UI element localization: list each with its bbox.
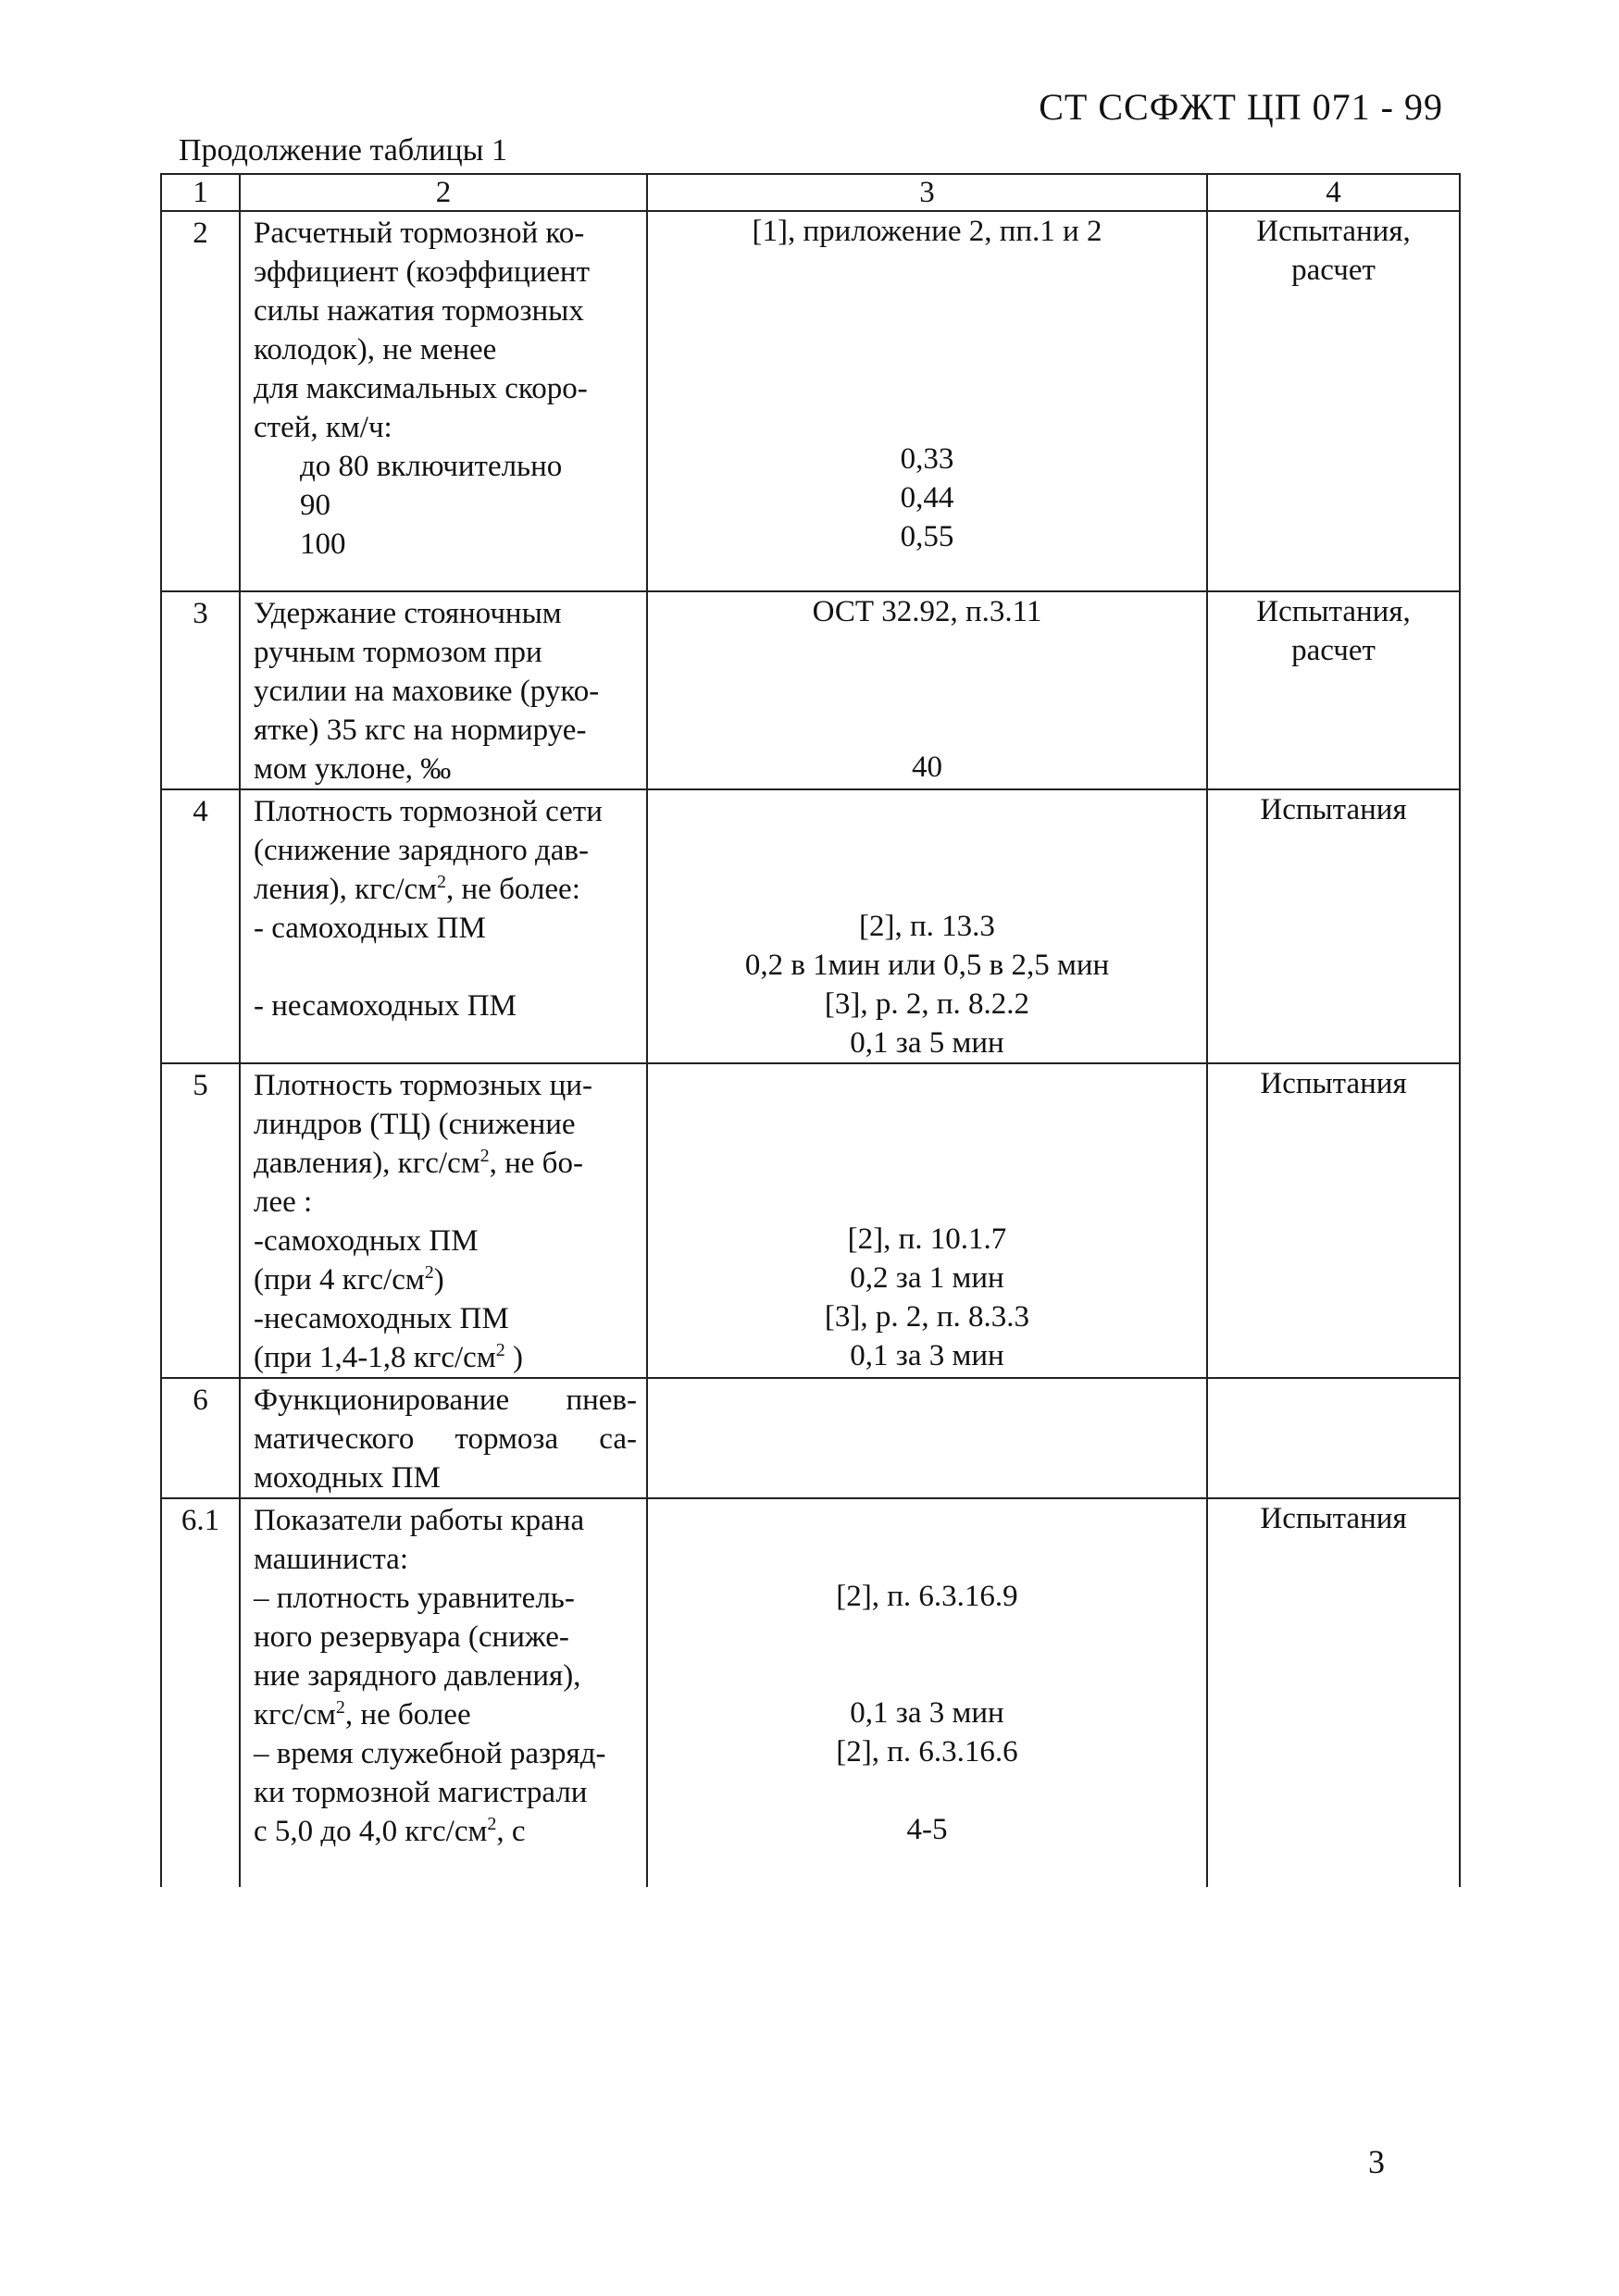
desc-line: – плотность уравнитель-: [254, 1582, 575, 1615]
ref-value: 0,44: [900, 481, 954, 515]
desc-line: - самоходных ПМ: [254, 912, 486, 945]
table-row: [161, 1498, 1460, 1887]
row-method: [1207, 591, 1460, 789]
desc-line: -несамоходных ПМ: [254, 1302, 509, 1335]
method-line: Испытания,: [1256, 595, 1411, 628]
desc-line: усилии на маховике (руко-: [254, 675, 600, 708]
ref-value: 0,2 за 1 мин: [850, 1261, 1004, 1295]
desc-line: колодок), не менее: [254, 333, 497, 366]
desc-line: - несамоходных ПМ: [254, 989, 517, 1023]
desc-line: для максимальных скоро-: [254, 372, 588, 405]
row-description: [240, 1498, 647, 1887]
desc-line: Показатели работы крана: [254, 1504, 585, 1537]
method-line: Испытания: [1260, 1067, 1407, 1100]
table-header-row: [161, 174, 1460, 211]
desc-line: стей, км/ч:: [254, 411, 392, 444]
desc-line: Удержание стояночным: [254, 597, 562, 630]
column-header: 1: [161, 174, 240, 211]
ref-value: 0,1 за 3 мин: [850, 1339, 1004, 1372]
ref-line: [1], приложение 2, пп.1 и 2: [752, 215, 1102, 248]
desc-line: моходных ПМ: [254, 1461, 441, 1495]
row-reference: [647, 1378, 1207, 1498]
column-header: 2: [240, 174, 647, 211]
ref-value: 0,1 за 3 мин: [850, 1696, 1004, 1730]
row-number: 6.1: [161, 1498, 240, 1887]
ref-value: 40: [912, 751, 942, 784]
row-reference: [647, 789, 1207, 1063]
ref-line: [2], п. 6.3.16.9: [836, 1580, 1018, 1613]
table-row: [161, 591, 1460, 789]
row-number: 3: [161, 591, 240, 789]
desc-line: машиниста:: [254, 1543, 408, 1576]
desc-line: давления), кгс/$см^2$, не бо-: [254, 1146, 583, 1180]
table-row: [161, 1378, 1460, 1498]
row-reference: [647, 1498, 1207, 1887]
row-description: [240, 1063, 647, 1378]
desc-line: -самоходных ПМ: [254, 1224, 479, 1258]
desc-line: Плотность тормозных ци-: [254, 1069, 592, 1102]
desc-line: (снижение зарядного дав-: [254, 834, 589, 867]
desc-line: ручным тормозом при: [254, 636, 542, 669]
row-description: [240, 789, 647, 1063]
row-reference: [647, 591, 1207, 789]
desc-line: – время служебной разряд-: [254, 1737, 606, 1770]
desc-line: (при 1,4-1,8 кгс/$см^2$ ): [254, 1340, 523, 1374]
ref-line: [2], п. 6.3.16.6: [836, 1735, 1018, 1769]
ref-line: [2], п. 13.3: [859, 910, 995, 943]
row-method: [1207, 1498, 1460, 1887]
desc-line: ки тормозной магистрали: [254, 1776, 588, 1809]
ref-value: 0,33: [900, 442, 954, 476]
row-description: [240, 591, 647, 789]
row-method: [1207, 1063, 1460, 1378]
ref-value: 0,55: [900, 520, 954, 553]
method-line: расчет: [1291, 254, 1376, 287]
requirements-table: [160, 173, 1461, 1887]
ref-value: 4-5: [906, 1813, 948, 1846]
row-method: [1207, 789, 1460, 1063]
desc-line: Плотность тормозной сети: [254, 795, 603, 828]
desc-line: до 80 включительно: [300, 450, 563, 483]
desc-line: матического тормоза са-: [254, 1422, 637, 1456]
column-header: 4: [1207, 174, 1460, 211]
desc-line: ние зарядного давления),: [254, 1659, 581, 1693]
desc-line: мом уклоне, ‰: [254, 752, 452, 786]
ref-line: [3], р. 2, п. 8.2.2: [824, 987, 1030, 1021]
row-description: [240, 211, 647, 591]
ref-value: 0,1 за 5 мин: [850, 1026, 1004, 1060]
document-code: СТ ССФЖТ ЦП 071 - 99: [1039, 86, 1443, 128]
desc-line: силы нажатия тормозных: [254, 294, 584, 328]
desc-line: ления), кгс/$см^2$, не более:: [254, 872, 580, 906]
desc-line: 90: [300, 489, 330, 522]
column-header: 3: [647, 174, 1207, 211]
row-method: [1207, 1378, 1460, 1498]
desc-line: кгс/$см^2$, не более: [254, 1697, 471, 1731]
desc-line: (при 4 кгс/$см^2$): [254, 1262, 444, 1297]
desc-line: Функционирование пнев-: [254, 1384, 637, 1417]
row-reference: [647, 211, 1207, 591]
method-line: Испытания: [1260, 1502, 1407, 1535]
desc-line: Расчетный тормозной ко-: [254, 217, 585, 250]
desc-line: линдров (ТЦ) (снижение: [254, 1108, 576, 1141]
desc-line: лее :: [254, 1185, 313, 1219]
row-reference: [647, 1063, 1207, 1378]
desc-line: с 5,0 до 4,0 кгс/$см^2$, с: [254, 1814, 526, 1848]
table-continuation-label: Продолжение таблицы 1: [179, 133, 508, 168]
row-number: 4: [161, 789, 240, 1063]
page-number: 3: [1368, 2143, 1385, 2180]
row-method: [1207, 211, 1460, 591]
method-line: расчет: [1291, 634, 1376, 667]
ref-value: 0,2 в 1мин или 0,5 в 2,5 мин: [744, 949, 1110, 982]
desc-line: ного резервуара (сниже-: [254, 1620, 569, 1654]
table-row: [161, 211, 1460, 591]
row-number: 2: [161, 211, 240, 591]
ref-line: [3], р. 2, п. 8.3.3: [824, 1300, 1030, 1334]
row-number: 6: [161, 1378, 240, 1498]
desc-line: 100: [300, 527, 346, 561]
desc-line: ятке) 35 кгс на нормируе-: [254, 714, 587, 747]
method-line: Испытания: [1260, 793, 1407, 826]
row-number: 5: [161, 1063, 240, 1378]
row-description: [240, 1378, 647, 1498]
ref-line: ОСТ 32.92, п.3.11: [812, 595, 1042, 628]
desc-line: эффициент (коэффициент: [254, 255, 590, 289]
table-row: [161, 789, 1460, 1063]
method-line: Испытания,: [1256, 215, 1411, 248]
table-row: [161, 1063, 1460, 1378]
ref-line: [2], п. 10.1.7: [847, 1222, 1007, 1256]
